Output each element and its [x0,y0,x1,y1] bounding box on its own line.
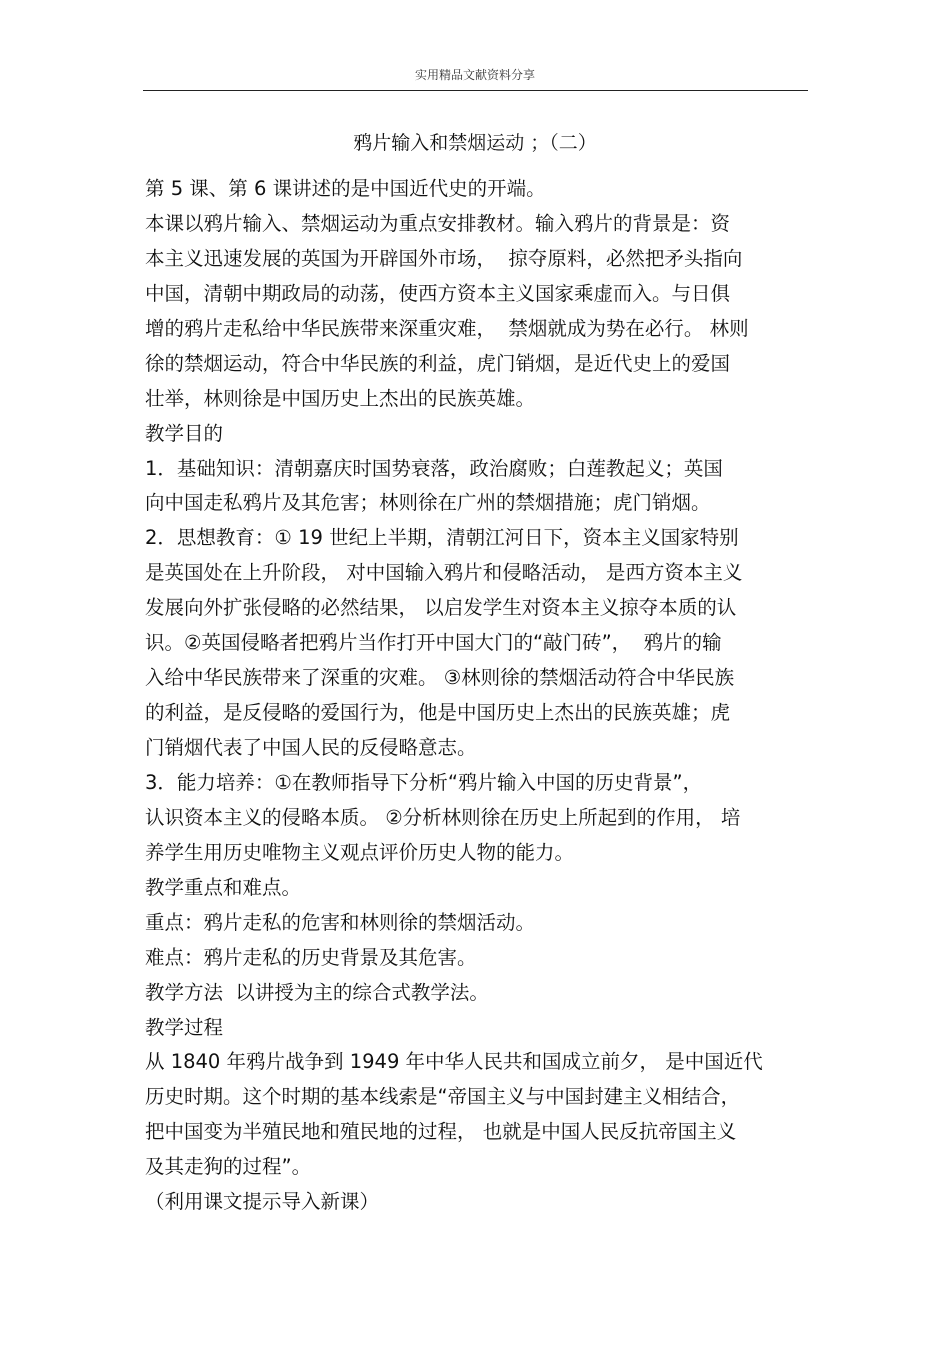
body-line: 发展向外扩张侵略的必然结果， 以启发学生对资本主义掠夺本质的认 [145,596,737,620]
header-divider [143,90,808,91]
body-line: 门销烟代表了中国人民的反侵略意志。 [145,736,477,759]
body-line: 历史时期。这个时期的基本线索是“帝国主义与中国封建主义相结合， [145,1085,741,1109]
body-line: 徐的禁烟运动，符合中华民族的利益，虎门销烟，是近代史上的爱国 [145,351,731,375]
document-title: 鸦片输入和禁烟运动 ；（二） [353,132,597,154]
body-line: 养学生用历史唯物主义观点评价历史人物的能力。 [145,840,575,864]
body-line: 重点：鸦片走私的危害和林则徐的禁烟活动。 [145,910,536,934]
body-line: 2．思想教育：① 19 世纪上半期，清朝江河日下，资本主义国家特别 [145,526,739,550]
body-line: 1．基础知识：清朝嘉庆时国势衰落，政治腐败；白莲教起义；英国 [145,456,723,480]
body-line: 识。②英国侵略者把鸦片当作打开中国大门的“敲门砖”， 鸦片的输 [145,631,722,655]
page-header: 实用精品文献资料分享 [414,68,535,82]
body-line: 壮举，林则徐是中国历史上杰出的民族英雄。 [145,386,536,410]
section-heading: 教学重点和难点。 [145,875,302,899]
body-line: 本课以鸦片输入、禁烟运动为重点安排教材。输入鸦片的背景是：资 [145,211,731,235]
body-line: 把中国变为半殖民地和殖民地的过程， 也就是中国人民反抗帝国主义 [145,1120,737,1144]
body-line: 向中国走私鸦片及其危害；林则徐在广州的禁烟措施；虎门销烟。 [145,491,711,515]
body-line: 3．能力培养：①在教师指导下分析“鸦片输入中国的历史背景”， [145,770,703,794]
body-line: 及其走狗的过程”。 [145,1155,312,1179]
body-line: 本主义迅速发展的英国为开辟国外市场， 掠夺原料，必然把矛头指向 [145,246,743,270]
body-line: （利用课文提示导入新课） [145,1190,380,1214]
body-line: 认识资本主义的侵略本质。 ②分析林则徐在历史上所起到的作用， 培 [145,805,741,829]
body-line: 增的鸦片走私给中华民族带来深重灾难， 禁烟就成为势在必行。 林则 [145,316,749,340]
body-line: 难点：鸦片走私的历史背景及其危害。 [145,945,477,969]
document-body [145,172,815,1220]
section-heading: 教学过程 [145,1015,224,1039]
body-line: 是英国处在上升阶段， 对中国输入鸦片和侵略活动， 是西方资本主义 [145,561,743,585]
body-line: 入给中华民族带来了深重的灾难。 ③林则徐的禁烟活动符合中华民族 [145,666,735,690]
section-heading: 教学方法 以讲授为主的综合式教学法。 [145,980,489,1004]
body-line: 中国，清朝中期政局的动荡，使西方资本主义国家乘虚而入。与日俱 [145,281,731,305]
section-heading: 教学目的 [145,421,224,445]
body-line: 第 5 课、第 6 课讲述的是中国近代史的开端。 [145,177,546,200]
body-line: 的利益，是反侵略的爱国行为，他是中国历史上杰出的民族英雄；虎 [145,701,731,725]
body-line: 从 1840 年鸦片战争到 1949 年中华人民共和国成立前夕， 是中国近代 [145,1050,763,1074]
